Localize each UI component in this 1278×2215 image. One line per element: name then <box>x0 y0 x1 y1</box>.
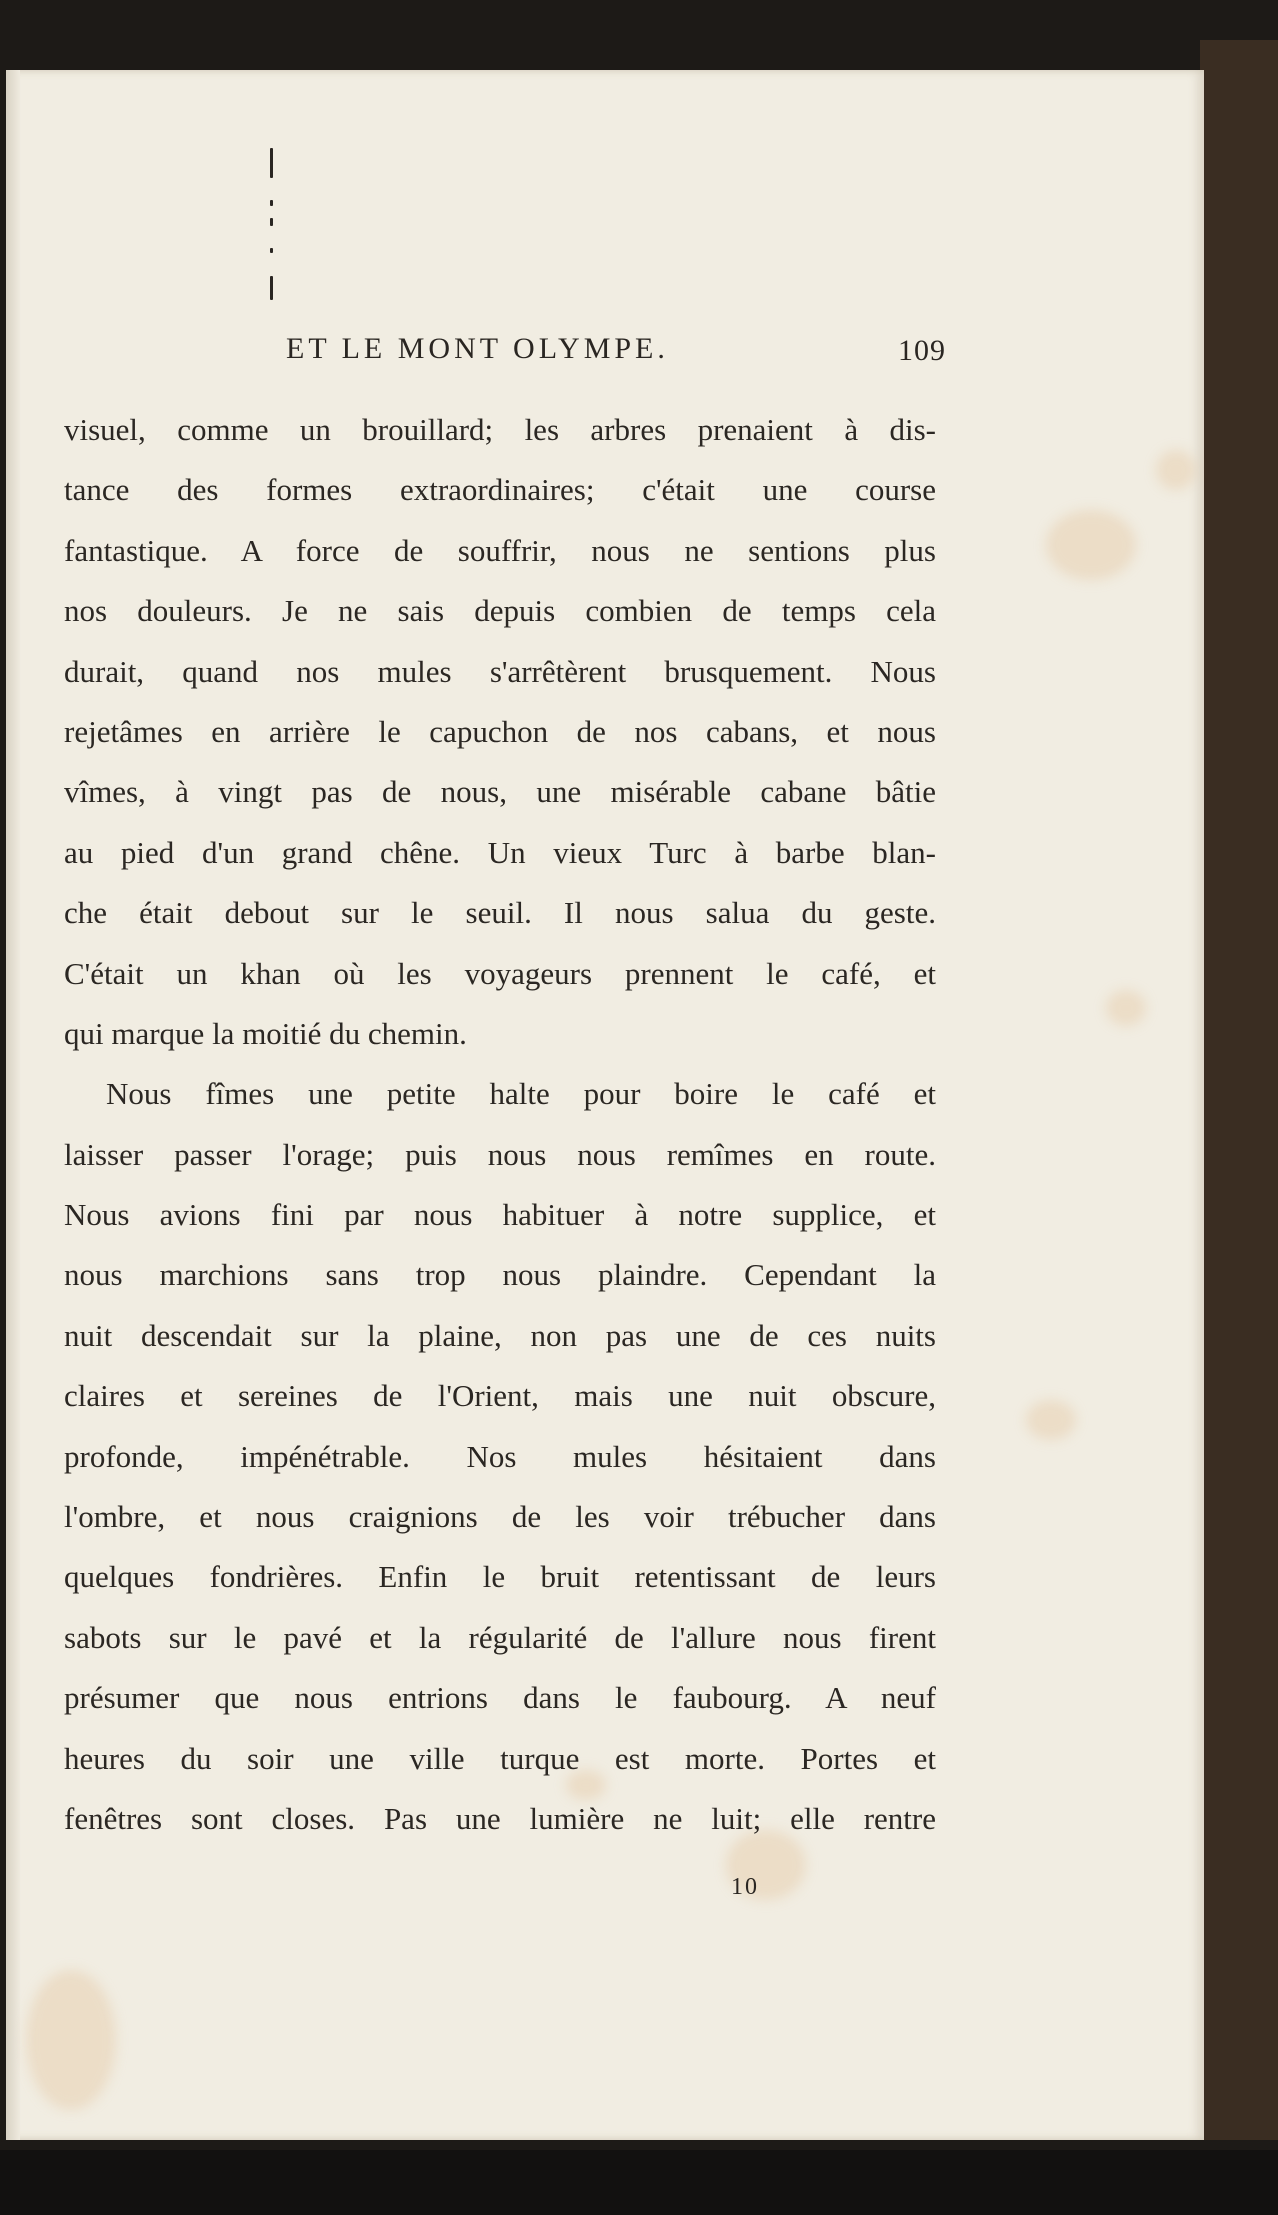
page-gutter-shadow <box>6 70 20 2140</box>
text-line: profonde, impénétrable. Nos mules hésitaient dans <box>64 1438 936 1474</box>
text-line: l'ombre, et nous craignions de les voir trébucher dans <box>64 1499 936 1535</box>
text-line: nous marchions sans trop nous plaindre. Cependant la <box>64 1257 936 1293</box>
text-line: vîmes, à vingt pas de nous, une misérable cabane bâtie <box>64 774 936 810</box>
text-line: claires et sereines de l'Orient, mais une nuit obscure, <box>64 1378 936 1414</box>
text-line: Nous avions fini par nous habituer à notre supplice, et <box>64 1197 936 1233</box>
text-line: Nous fîmes une petite halte pour boire le café et <box>106 1076 936 1112</box>
text-line: qui marque la moitié du chemin. <box>64 1015 467 1051</box>
text-line: au pied d'un grand chêne. Un vieux Turc à barbe blan- <box>64 834 936 870</box>
foxing-stain <box>1106 990 1146 1026</box>
foxing-stain <box>1026 1400 1076 1440</box>
text-line: présumer que nous entrions dans le faubourg. A neuf <box>64 1680 936 1716</box>
text-line: laisser passer l'orage; puis nous nous remîmes en route. <box>64 1136 936 1172</box>
text-line: fantastique. A force de souffrir, nous ne sentions plus <box>64 532 936 568</box>
text-line: nos douleurs. Je ne sais depuis combien de temps cela <box>64 593 936 629</box>
text-line: durait, quand nos mules s'arrêtèrent brusquement. Nous <box>64 653 936 689</box>
foxing-stain <box>26 1970 116 2110</box>
text-line: nuit descendait sur la plaine, non pas une de ces nuits <box>64 1317 936 1353</box>
text-line: visuel, comme un brouillard; les arbres prenaient à dis- <box>64 412 936 447</box>
running-title: ET LE MONT OLYMPE. <box>286 332 669 365</box>
book-page <box>6 70 1204 2140</box>
text-line: rejetâmes en arrière le capuchon de nos cabans, et nous <box>64 713 936 749</box>
margin-ink-marks <box>268 148 278 318</box>
text-line: che était debout sur le seuil. Il nous salua du geste. <box>64 895 936 931</box>
signature-mark: 10 <box>731 1874 759 1900</box>
text-line: quelques fondrières. Enfin le bruit retentissant de leurs <box>64 1559 936 1595</box>
text-line: C'était un khan où les voyageurs prennent le café, et <box>64 955 936 991</box>
running-head <box>66 332 946 372</box>
scan-backdrop-bottom <box>0 2150 1278 2215</box>
page-number: 109 <box>898 334 946 367</box>
text-line: fenêtres sont closes. Pas une lumière ne luit; elle rentre <box>64 1800 936 1836</box>
foxing-stain <box>1046 510 1136 580</box>
text-line: heures du soir une ville turque est morte. Portes et <box>64 1740 936 1776</box>
body-text <box>64 400 936 1849</box>
foxing-stain <box>1156 450 1196 490</box>
text-line: sabots sur le pavé et la régularité de l'allure nous firent <box>64 1619 936 1655</box>
scan-backdrop <box>1200 40 1278 2140</box>
text-line: tance des formes extraordinaires; c'était une course <box>64 472 936 508</box>
